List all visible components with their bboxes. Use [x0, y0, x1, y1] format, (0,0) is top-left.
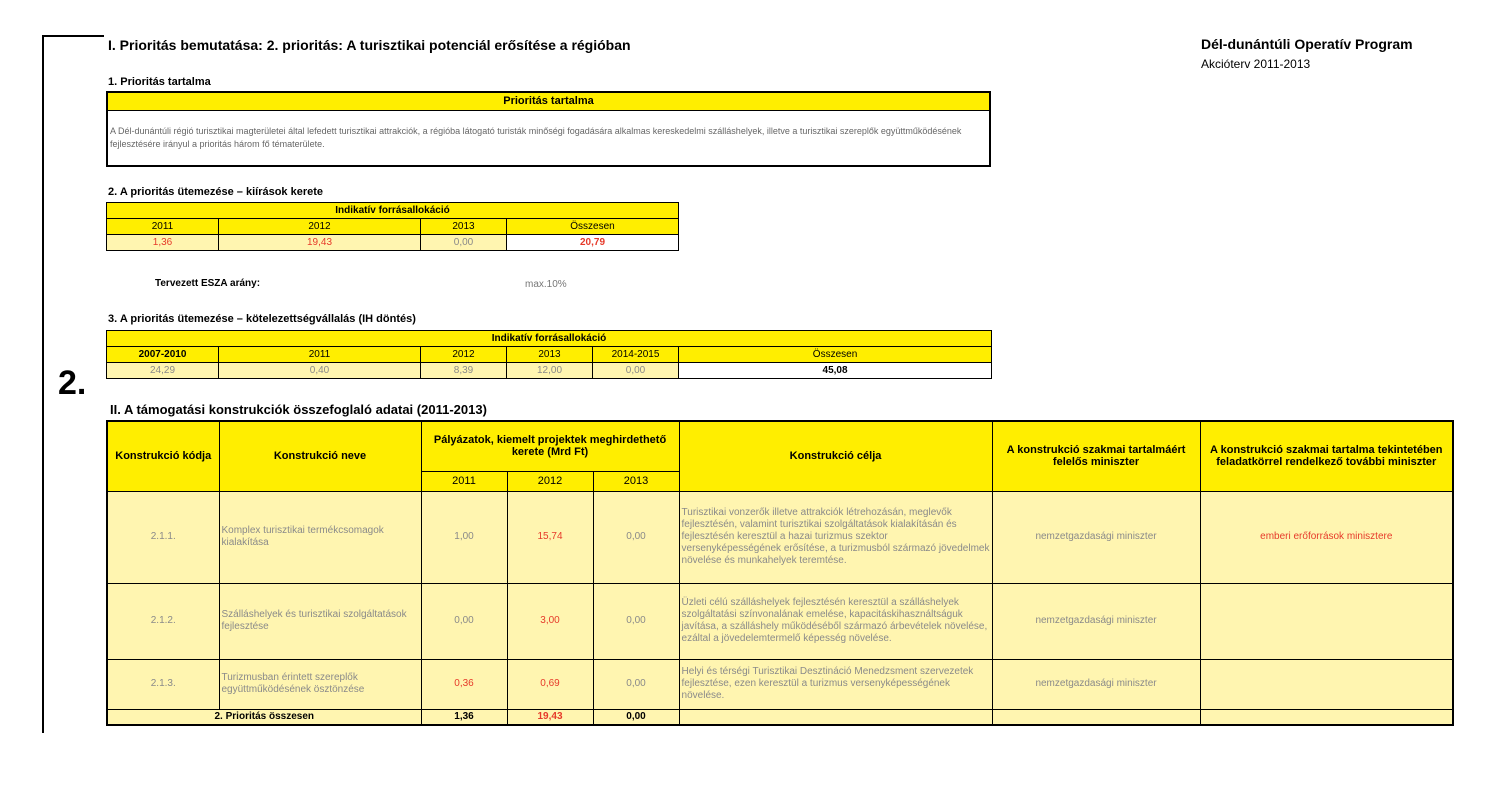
total-2011: 1,36: [421, 709, 507, 725]
section2-table-title: Indikatív forrásallokáció: [107, 203, 679, 219]
priority-content-text: A Dél-dunántúli régió turisztikai magterületei által lefedett turisztikai attrakciók, a régióba látogató turisták minőségi fogadására alkalmas kereskedelmi szálláshelyek, illetve a turisztikai szereplők együttműködésének fejlesztésére irányul a prioritás három fő tématerülete.: [107, 110, 990, 166]
s2-val-2012: 19,43: [219, 235, 421, 251]
s2-col-total: Összesen: [507, 219, 679, 235]
row-value-2013: 0,00: [593, 583, 679, 659]
col-year-2012: 2012: [507, 471, 593, 491]
col-year-2011: 2011: [421, 471, 507, 491]
col-budget-header: Pályázatok, kiemelt projektek meghirdethető kerete (Mrd Ft): [421, 421, 679, 471]
row-value-2011: 1,00: [421, 491, 507, 583]
row-goal: Turisztikai vonzerők illetve attrakciók létrehozásán, meglevők fejlesztésén, valamint turisztikai szolgáltatások kialakításán és fejlesztésén keresztül a hazai turizmus szektor versenyképességének erősítése, a turizmusból származó jövedelmek növelése és munkahelyek teremtése.: [679, 491, 992, 583]
section3-table: [106, 330, 992, 379]
section3-table-title: Indikatív forrásallokáció: [107, 331, 992, 347]
s2-val-total: 20,79: [507, 235, 679, 251]
priority-content-box: [106, 91, 991, 167]
esza-label: Tervezett ESZA arány:: [155, 278, 261, 289]
col-minister-header: A konstrukció szakmai tartalmáért felelős miniszter: [992, 421, 1200, 491]
s3-val-2013: 12,00: [507, 363, 593, 379]
row-other-minister: [1200, 659, 1453, 709]
total-label: 2. Prioritás összesen: [107, 709, 421, 725]
priority-content-title: Prioritás tartalma: [107, 92, 990, 110]
s3-val-2012: 8,39: [421, 363, 507, 379]
row-other-minister: [1200, 583, 1453, 659]
program-name: Dél-dunántúli Operatív Program: [1201, 36, 1413, 52]
action-plan-label: Akcióterv 2011-2013: [1201, 57, 1311, 71]
col-name-header: Konstrukció neve: [219, 421, 421, 491]
total-goal-empty: [679, 709, 992, 725]
s3-val-total: 45,08: [679, 363, 992, 379]
row-minister: nemzetgazdasági miniszter: [992, 659, 1200, 709]
s3-col-2007-2010: 2007-2010: [107, 347, 219, 363]
s3-col-total: Összesen: [679, 347, 992, 363]
s3-val-2014-2015: 0,00: [593, 363, 679, 379]
row-code: 2.1.3.: [107, 659, 219, 709]
row-name: Komplex turisztikai termékcsomagok kialakítása: [219, 491, 421, 583]
row-code: 2.1.2.: [107, 583, 219, 659]
table-row: [107, 659, 1453, 709]
total-2012: 19,43: [507, 709, 593, 725]
s2-val-2011: 1,36: [107, 235, 219, 251]
col-other-minister-header: A konstrukció szakmai tartalma tekintetében feladatkörrel rendelkező további miniszter: [1200, 421, 1453, 491]
s2-col-2011: 2011: [107, 219, 219, 235]
esza-value: max.10%: [525, 279, 567, 290]
section2-heading: 2. A prioritás ütemezése – kiírások kerete: [108, 186, 324, 198]
total-other-empty: [1200, 709, 1453, 725]
row-goal: Üzleti célú szálláshelyek fejlesztésén keresztül a szálláshelyek szolgáltatási színvonalának emelése, kapacitáskihasználtságuk javítása, a szálláshely működéséből származó árbevételek növelése, ezáltal a jövedelemtermelő képesség növelése.: [679, 583, 992, 659]
s2-val-2013: 0,00: [421, 235, 507, 251]
s3-val-2011: 0,40: [219, 363, 421, 379]
row-value-2013: 0,00: [593, 659, 679, 709]
row-value-2012: 3,00: [507, 583, 593, 659]
total-row: [107, 709, 1453, 725]
s2-col-2012: 2012: [219, 219, 421, 235]
col-year-2013: 2013: [593, 471, 679, 491]
row-minister: nemzetgazdasági miniszter: [992, 583, 1200, 659]
table-row: [107, 583, 1453, 659]
total-2013: 0,00: [593, 709, 679, 725]
row-goal: Helyi és térségi Turisztikai Desztináció Menedzsment szervezetek fejlesztése, ezen keresztül a turizmus versenyképességének növelése.: [679, 659, 992, 709]
section1-heading: 1. Prioritás tartalma: [108, 76, 211, 88]
page-marker: 2.: [58, 364, 87, 402]
s2-col-2013: 2013: [421, 219, 507, 235]
row-minister: nemzetgazdasági miniszter: [992, 491, 1200, 583]
row-value-2011: 0,36: [421, 659, 507, 709]
s3-col-2012: 2012: [421, 347, 507, 363]
col-goal-header: Konstrukció célja: [679, 421, 992, 491]
row-name: Turizmusban érintett szereplők együttműködésének ösztönzése: [219, 659, 421, 709]
section3-heading: 3. A prioritás ütemezése – kötelezettségvállalás (IH döntés): [108, 313, 416, 325]
row-value-2012: 15,74: [507, 491, 593, 583]
s3-val-2007-2010: 24,29: [107, 363, 219, 379]
row-other-minister: emberi erőforrások minisztere: [1200, 491, 1453, 583]
row-name: Szálláshelyek és turisztikai szolgáltatások fejlesztése: [219, 583, 421, 659]
construction-table: [106, 420, 1454, 726]
page-title: I. Prioritás bemutatása: 2. prioritás: A turisztikai potenciál erősítése a régióban: [108, 37, 631, 53]
section2-table: [106, 202, 679, 251]
row-value-2013: 0,00: [593, 491, 679, 583]
row-value-2011: 0,00: [421, 583, 507, 659]
s3-col-2013: 2013: [507, 347, 593, 363]
s3-col-2011: 2011: [219, 347, 421, 363]
s3-col-2014-2015: 2014-2015: [593, 347, 679, 363]
col-code-header: Konstrukció kódja: [107, 421, 219, 491]
row-code: 2.1.1.: [107, 491, 219, 583]
total-minister-empty: [992, 709, 1200, 725]
table-row: [107, 491, 1453, 583]
part2-heading: II. A támogatási konstrukciók összefoglaló adatai (2011-2013): [110, 402, 487, 417]
row-value-2012: 0,69: [507, 659, 593, 709]
